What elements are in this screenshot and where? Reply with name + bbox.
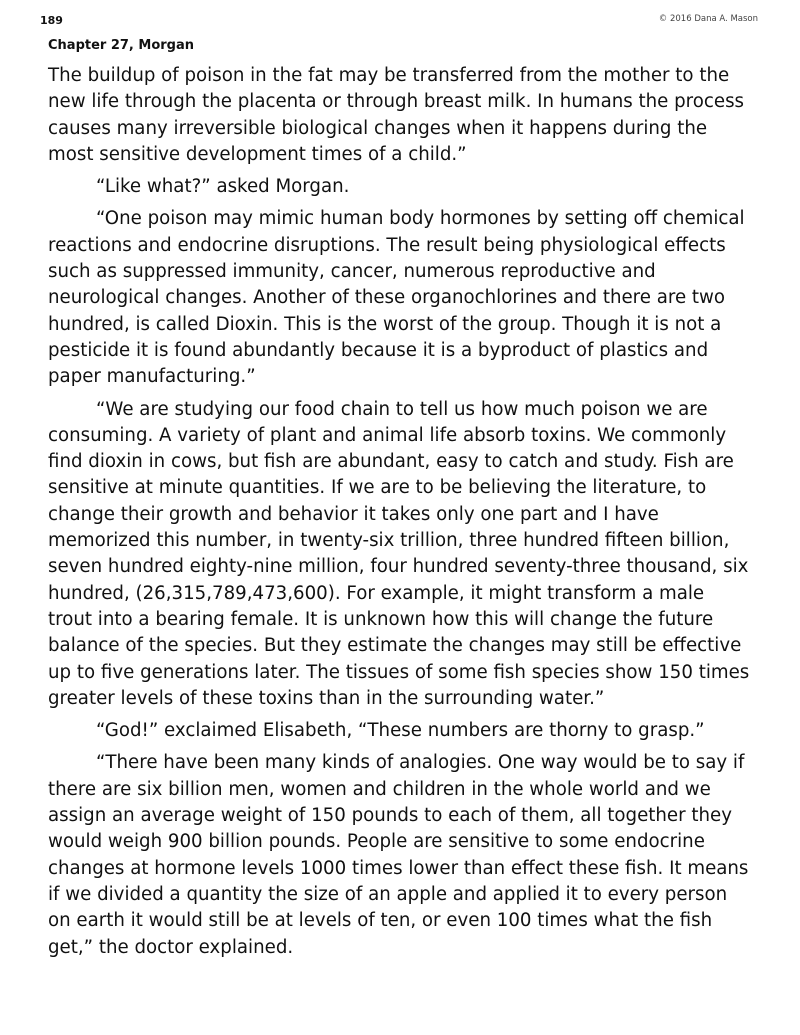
- paragraph: The buildup of poison in the fat may be transferred from the mother to the new life through the placenta or through breast milk. In humans the process causes many irreversible biological changes when it happens during the most sensitive development times of a child.”: [48, 65, 745, 165]
- paragraph: “God!” exclaimed Elisabeth, “These numbers are thorny to grasp.”: [96, 720, 705, 742]
- chapter-heading: Chapter 27, Morgan: [48, 38, 195, 53]
- page-number: 189: [40, 14, 63, 27]
- paragraph: “There have been many kinds of analogies. One way would be to say if there are six billion men, women and children in the whole world and we assign an average weight of 150 pounds to each of them, all together they would weigh 900 billion pounds. People are sensitive to some endocrine changes at hormone levels 1000 times lower than effect these fish. It means if we divided a quantity the size of an apple and applied it to every person on earth it would still be at levels of ten, or even 100 times what the fish get,” the doctor explained.: [48, 752, 749, 958]
- paragraph: “Like what?” asked Morgan.: [96, 176, 350, 198]
- copyright-notice: © 2016 Dana A. Mason: [658, 14, 758, 24]
- paragraph: “One poison may mimic human body hormones by setting off chemical reactions and endocrine disruptions. The result being physiological effects such as suppressed immunity, cancer, numerous reproductive and neurological changes. Another of these organochlorines and there are two hundred, is called Dioxin. This is the worst of the group. Though it is not a pesticide it is found abundantly because it is a byproduct of plastics and paper manufacturing.”: [48, 208, 745, 388]
- paragraph: “We are studying our food chain to tell us how much poison we are consuming. A variety of plant and animal life absorb toxins. We commonly find dioxin in cows, but fish are abundant, easy to catch and study. Fish are sensitive at minute quantities. If we are to be believing the literature, to change their growth and behavior it takes only one part and I have memorized this number, in twenty-six trillion, three hundred fifteen billion, seven hundred eighty-nine million, four hundred seventy-three thousand, six hundred, (26,315,789,473,600). For example, it might transform a male trout into a bearing female. It is unknown how this will change the future balance of the species. But they estimate the changes may still be effective up to five generations later. The tissues of some fish species show 150 times greater levels of these toxins than in the surrounding water.”: [48, 398, 750, 709]
- body-text: [48, 63, 752, 967]
